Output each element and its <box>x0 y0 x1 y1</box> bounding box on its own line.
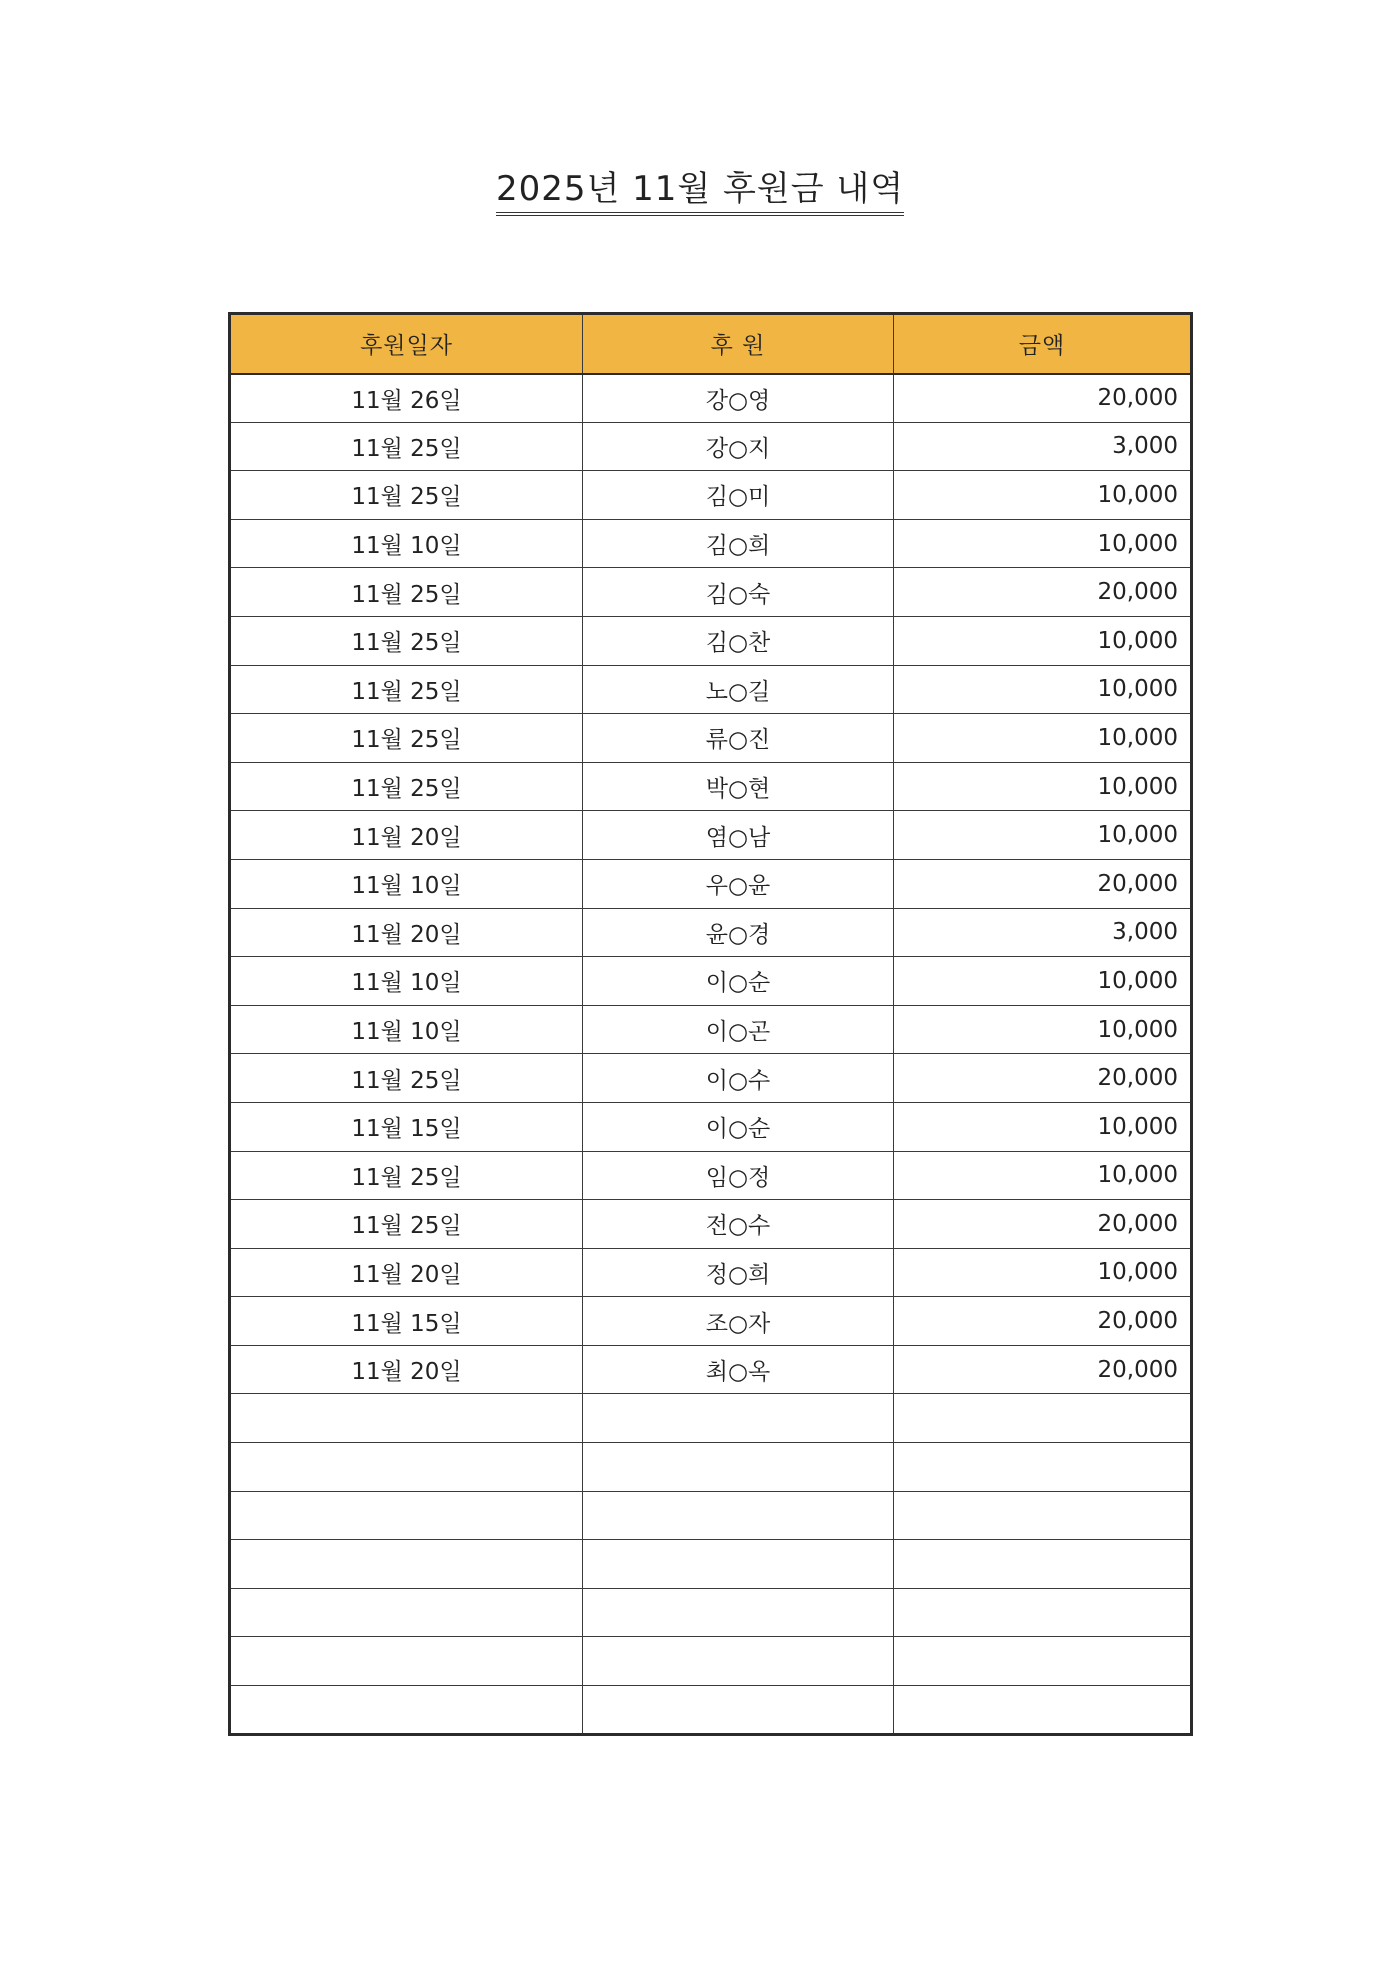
amount-cell <box>894 1394 1192 1443</box>
table-row <box>230 1637 1192 1686</box>
donor-cell <box>583 1394 894 1443</box>
table-row <box>230 471 1192 520</box>
header-date: 후원일자 <box>230 314 583 374</box>
table-body <box>230 374 1192 1735</box>
date-cell: 11월 15일 <box>230 1297 583 1346</box>
table-row <box>230 568 1192 617</box>
donor-cell <box>583 1686 894 1735</box>
amount-cell: 20,000 <box>894 1345 1192 1394</box>
donor-cell: 이○순 <box>583 1102 894 1151</box>
date-cell: 11월 26일 <box>230 374 583 423</box>
donor-cell: 김○찬 <box>583 616 894 665</box>
date-cell <box>230 1491 583 1540</box>
donation-table <box>228 312 1193 1736</box>
amount-cell <box>894 1637 1192 1686</box>
amount-cell: 20,000 <box>894 1200 1192 1249</box>
amount-cell: 20,000 <box>894 859 1192 908</box>
table-row <box>230 1394 1192 1443</box>
amount-cell <box>894 1443 1192 1492</box>
donor-cell: 염○남 <box>583 811 894 860</box>
donor-cell: 전○수 <box>583 1200 894 1249</box>
table-row <box>230 1054 1192 1103</box>
donor-cell: 김○미 <box>583 471 894 520</box>
donor-cell: 조○자 <box>583 1297 894 1346</box>
date-cell <box>230 1443 583 1492</box>
table-row <box>230 422 1192 471</box>
date-cell: 11월 20일 <box>230 1248 583 1297</box>
date-cell: 11월 25일 <box>230 471 583 520</box>
table-row <box>230 1151 1192 1200</box>
amount-cell: 10,000 <box>894 665 1192 714</box>
donor-cell: 임○정 <box>583 1151 894 1200</box>
amount-cell: 10,000 <box>894 957 1192 1006</box>
donor-cell: 강○지 <box>583 422 894 471</box>
table-row <box>230 859 1192 908</box>
donor-cell: 우○윤 <box>583 859 894 908</box>
donor-cell: 이○곤 <box>583 1005 894 1054</box>
date-cell: 11월 20일 <box>230 1345 583 1394</box>
table-row <box>230 714 1192 763</box>
donor-cell: 류○진 <box>583 714 894 763</box>
table-row <box>230 1540 1192 1589</box>
date-cell: 11월 25일 <box>230 1200 583 1249</box>
donor-cell <box>583 1637 894 1686</box>
table-header <box>230 314 1192 374</box>
amount-cell: 10,000 <box>894 811 1192 860</box>
amount-cell: 3,000 <box>894 908 1192 957</box>
date-cell <box>230 1540 583 1589</box>
amount-cell: 3,000 <box>894 422 1192 471</box>
date-cell: 11월 25일 <box>230 422 583 471</box>
donor-cell: 강○영 <box>583 374 894 423</box>
donor-cell: 이○수 <box>583 1054 894 1103</box>
table-row <box>230 1297 1192 1346</box>
table-row <box>230 665 1192 714</box>
donor-cell: 김○희 <box>583 519 894 568</box>
donor-cell: 최○옥 <box>583 1345 894 1394</box>
date-cell <box>230 1686 583 1735</box>
date-cell <box>230 1637 583 1686</box>
amount-cell <box>894 1588 1192 1637</box>
amount-cell: 10,000 <box>894 616 1192 665</box>
donor-cell: 김○숙 <box>583 568 894 617</box>
header-amount: 금액 <box>894 314 1192 374</box>
amount-cell: 10,000 <box>894 762 1192 811</box>
amount-cell: 10,000 <box>894 1248 1192 1297</box>
amount-cell: 20,000 <box>894 1297 1192 1346</box>
date-cell: 11월 15일 <box>230 1102 583 1151</box>
date-cell: 11월 25일 <box>230 665 583 714</box>
donor-cell: 정○희 <box>583 1248 894 1297</box>
table-row <box>230 957 1192 1006</box>
date-cell: 11월 25일 <box>230 1054 583 1103</box>
amount-cell: 10,000 <box>894 1102 1192 1151</box>
date-cell: 11월 25일 <box>230 1151 583 1200</box>
date-cell: 11월 10일 <box>230 519 583 568</box>
table-row <box>230 1248 1192 1297</box>
table-row <box>230 908 1192 957</box>
date-cell: 11월 25일 <box>230 762 583 811</box>
date-cell: 11월 25일 <box>230 568 583 617</box>
amount-cell: 20,000 <box>894 374 1192 423</box>
date-cell: 11월 20일 <box>230 908 583 957</box>
page-title-text: 2025년 11월 후원금 내역 <box>496 170 904 216</box>
amount-cell <box>894 1686 1192 1735</box>
donor-cell <box>583 1443 894 1492</box>
page-title <box>0 170 1400 216</box>
table-row <box>230 811 1192 860</box>
amount-cell: 10,000 <box>894 471 1192 520</box>
donor-cell <box>583 1491 894 1540</box>
table-row <box>230 1200 1192 1249</box>
table-row <box>230 1102 1192 1151</box>
donor-cell: 이○순 <box>583 957 894 1006</box>
donor-cell: 윤○경 <box>583 908 894 957</box>
donor-cell: 노○길 <box>583 665 894 714</box>
table-row <box>230 519 1192 568</box>
amount-cell: 20,000 <box>894 568 1192 617</box>
donor-cell <box>583 1540 894 1589</box>
table-row <box>230 1345 1192 1394</box>
amount-cell: 10,000 <box>894 714 1192 763</box>
header-donor: 후 원 <box>583 314 894 374</box>
table-row <box>230 1588 1192 1637</box>
date-cell: 11월 20일 <box>230 811 583 860</box>
date-cell <box>230 1394 583 1443</box>
date-cell: 11월 25일 <box>230 616 583 665</box>
date-cell <box>230 1588 583 1637</box>
table-row <box>230 1443 1192 1492</box>
table-row <box>230 1005 1192 1054</box>
date-cell: 11월 10일 <box>230 1005 583 1054</box>
date-cell: 11월 25일 <box>230 714 583 763</box>
amount-cell: 10,000 <box>894 1005 1192 1054</box>
amount-cell: 10,000 <box>894 1151 1192 1200</box>
header-row <box>230 314 1192 374</box>
table-row <box>230 762 1192 811</box>
table-row <box>230 616 1192 665</box>
table-row <box>230 1686 1192 1735</box>
date-cell: 11월 10일 <box>230 957 583 1006</box>
date-cell: 11월 10일 <box>230 859 583 908</box>
amount-cell <box>894 1491 1192 1540</box>
amount-cell <box>894 1540 1192 1589</box>
table-row <box>230 374 1192 423</box>
amount-cell: 20,000 <box>894 1054 1192 1103</box>
table-row <box>230 1491 1192 1540</box>
amount-cell: 10,000 <box>894 519 1192 568</box>
donor-cell <box>583 1588 894 1637</box>
donor-cell: 박○현 <box>583 762 894 811</box>
